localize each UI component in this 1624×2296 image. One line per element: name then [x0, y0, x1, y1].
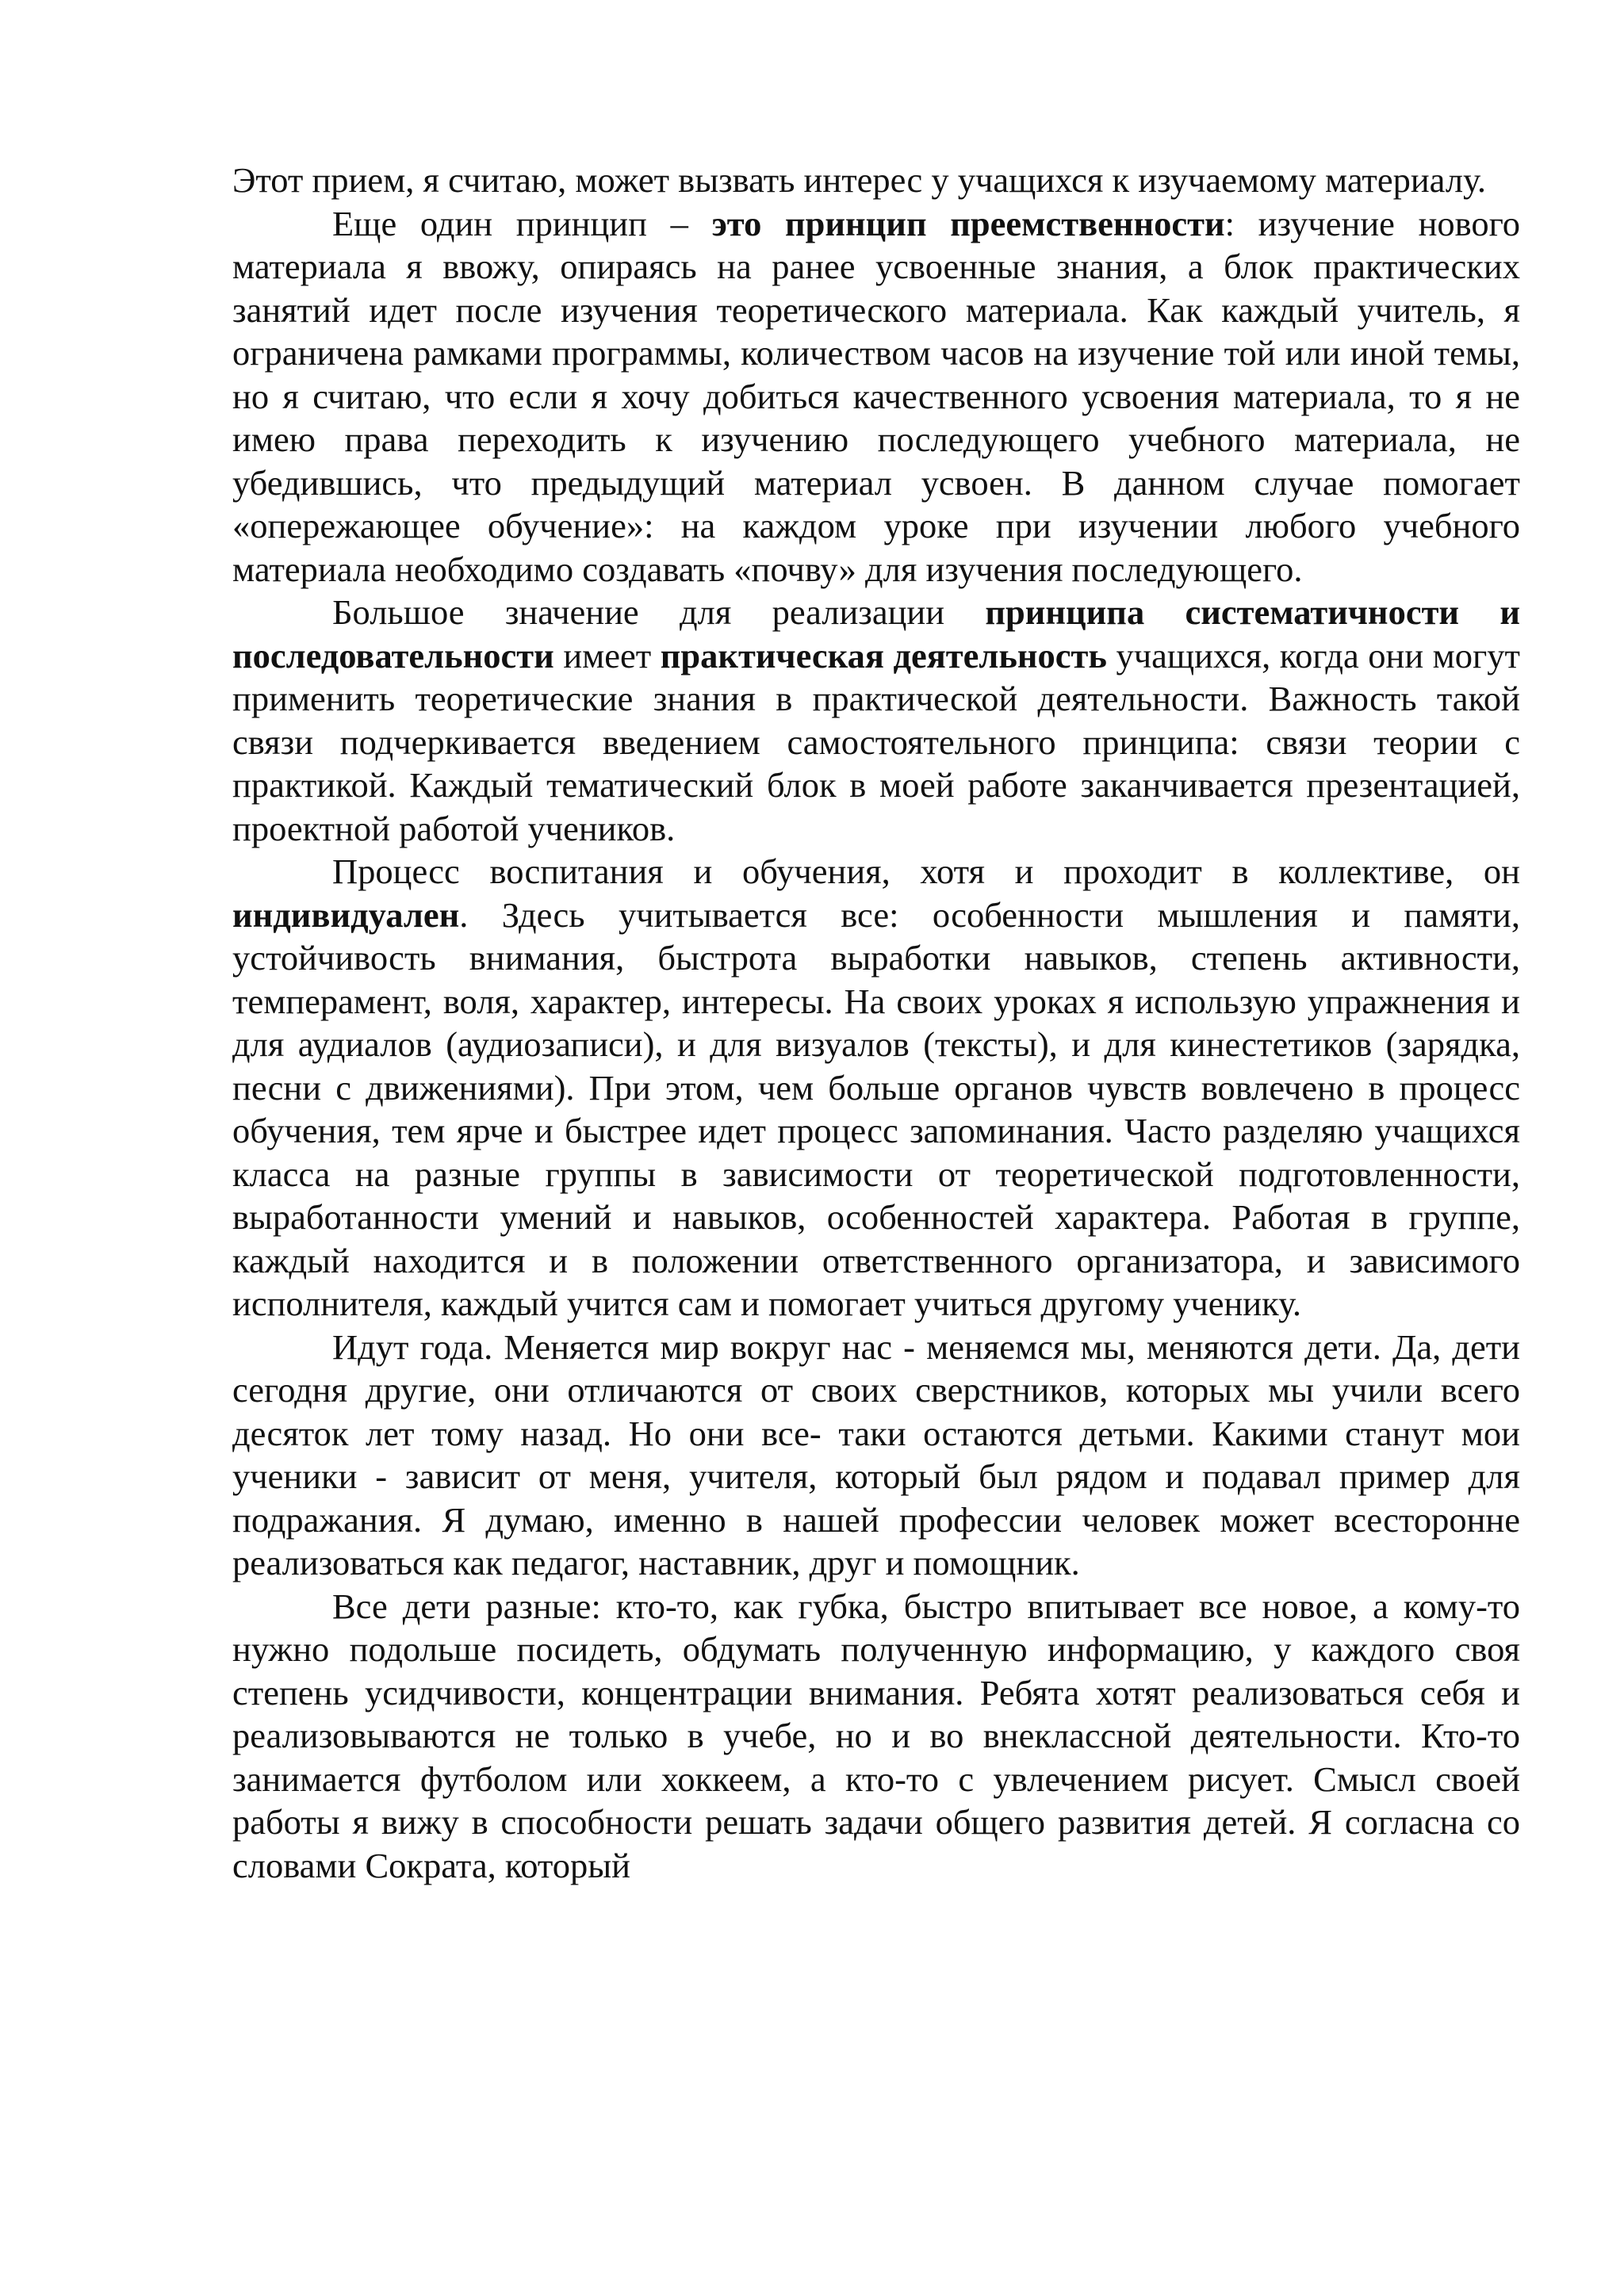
paragraph-6	[232, 1585, 1520, 1888]
paragraph-4-text-a: Процесс воспитания и обучения, хотя и проходит в коллективе, он	[332, 851, 1520, 891]
paragraph-3-text-c: учащихся, когда они могут применить теоретические знания в практической деятельности. Важность такой связи подчеркивается введением самостоятельного принципа: связи теории с практикой. Каждый тематический блок в моей работе заканчивается презентацией, проектной работой учеников.	[232, 635, 1520, 848]
paragraph-6-text: Все дети разные: кто-то, как губка, быстро впитывает все новое, а кому-то нужно подольше посидеть, обдумать полученную информацию, у каждого своя степень усидчивости, концентрации внимания. Ребята хотят реализоваться себя и реализовываются не только в учебе, но и во внеклассной деятельности. Кто-то занимается футболом или хоккеем, а кто-то с увлечением рисует. Смысл своей работы я вижу в способности решать задачи общего развития детей. Я согласна со словами Сократа, который	[232, 1586, 1520, 1885]
paragraph-3-bold-term-2: практическая деятельность	[660, 635, 1107, 675]
paragraph-1-text: Этот прием, я считаю, может вызвать интерес у учащихся к изучаемому материалу.	[232, 160, 1486, 200]
paragraph-2-text-a: Еще один принцип –	[332, 203, 712, 243]
paragraph-4-text-b: . Здесь учитывается все: особенности мышления и памяти, устойчивость внимания, быстрота выработки навыков, степень активности, темперамент, воля, характер, интересы. На своих уроках я использую упражнения и для аудиалов (аудиозаписи), и для визуалов (тексты), и для кинестетиков (зарядка, песни с движениями). При этом, чем больше органов чувств вовлечено в процесс обучения, тем ярче и быстрее идет процесс запоминания. Часто разделяю учащихся класса на разные группы в зависимости от теоретической подготовленности, выработанности умений и навыков, особенностей характера. Работая в группе, каждый находится и в положении ответственного организатора, и зависимого исполнителя, каждый учится сам и помогает учиться другому ученику.	[232, 894, 1520, 1323]
paragraph-3-text-b: имеет	[553, 635, 661, 675]
paragraph-2-bold-term: это принцип преемственности	[711, 203, 1225, 243]
paragraph-4-bold-term: индивидуален	[232, 894, 460, 935]
paragraph-5	[232, 1326, 1520, 1585]
paragraph-3	[232, 591, 1520, 850]
document-page	[232, 159, 1520, 1887]
paragraph-2	[232, 202, 1520, 591]
paragraph-4	[232, 850, 1520, 1326]
paragraph-1	[232, 159, 1520, 202]
paragraph-3-bold-term-1: принципа систематичности и последовательности	[232, 592, 1521, 675]
paragraph-5-text: Идут года. Меняется мир вокруг нас - меняемся мы, меняются дети. Да, дети сегодня другие, они отличаются от своих сверстников, которых мы учили всего десяток лет тому назад. Но они все- таки остаются детьми. Какими станут мои ученики - зависит от меня, учителя, который был рядом и подавал пример для подражания. Я думаю, именно в нашей профессии человек может всесторонне реализоваться как педагог, наставник, друг и помощник.	[232, 1326, 1520, 1582]
paragraph-3-text-a: Большое значение для реализации	[332, 592, 986, 632]
paragraph-2-text-b: : изучение нового материала я ввожу, опираясь на ранее усвоенные знания, а блок практических занятий идет после изучения теоретического материала. Как каждый учитель, я ограничена рамками программы, количеством часов на изучение той или иной темы, но я считаю, что если я хочу добиться качественного усвоения материала, то я не имею права переходить к изучению последующего учебного материала, не убедившись, что предыдущий материал усвоен. В данном случае помогает «опережающее обучение»: на каждом уроке при изучении любого учебного материала необходимо создавать «почву» для изучения последующего.	[232, 203, 1521, 589]
